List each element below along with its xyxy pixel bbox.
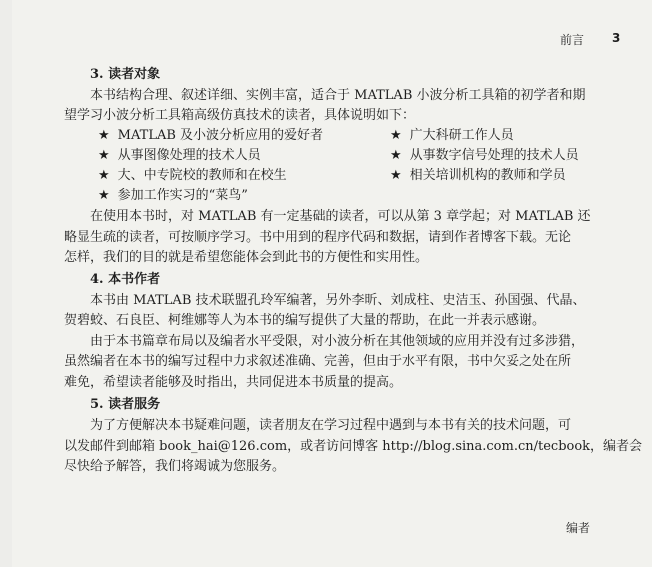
readers-intro-line-1: 本书结构合理、叙述详细、实例丰富，适合于 MATLAB 小波分析工具箱的初学者和期 xyxy=(90,88,586,103)
section-heading-service: 5. 读者服务 xyxy=(90,397,161,412)
authors-p2-line-1: 由于本书篇章布局以及编者水平受限，对小波分析在其他领域的应用并没有过多涉猎， xyxy=(90,334,585,349)
running-header-title: 前言 xyxy=(560,33,585,47)
usage-line-3: 怎样，我们的目的就是希望您能体会到此书的方便性和实用性。 xyxy=(64,250,429,265)
star-bullet-icon: ★ xyxy=(390,168,402,183)
usage-line-1: 在使用本书时，对 MATLAB 有一定基础的读者，可以从第 3 章学起；对 MATLAB 还 xyxy=(90,209,591,224)
authors-p1-line-1: 本书由 MATLAB 技术联盟孔玲军编著，另外李昕、刘成柱、史洁玉、孙国强、代晶、 xyxy=(90,293,586,308)
usage-line-2: 略显生疏的读者，可按顺序学习。书中用到的程序代码和数据，请到作者博客下载。无论 xyxy=(64,230,572,245)
section-heading-readers: 3. 读者对象 xyxy=(90,67,161,82)
page-edge xyxy=(0,0,12,567)
audience-item: ★ 相关培训机构的教师和学员 xyxy=(390,168,566,183)
star-bullet-icon: ★ xyxy=(98,148,110,163)
service-line-2: 以发邮件到邮箱 book_hai@126.com，或者访问博客 http://blog.sina.com.cn/tecbook，编者会 xyxy=(64,439,643,454)
authors-p2-line-2: 虽然编者在本书的编写过程中力求叙述准确、完善，但由于水平有限，书中欠妥之处在所 xyxy=(64,354,572,369)
authors-p1-line-2: 贺碧蛟、石良臣、柯维娜等人为本书的编写提供了大量的帮助，在此一并表示感谢。 xyxy=(64,313,546,328)
readers-intro-line-2: 望学习小波分析工具箱高级仿真技术的读者，具体说明如下： xyxy=(64,108,416,123)
audience-item: ★ 从事数字信号处理的技术人员 xyxy=(390,148,579,163)
star-bullet-icon: ★ xyxy=(98,128,110,143)
star-bullet-icon: ★ xyxy=(98,168,110,183)
audience-item: ★ MATLAB 及小波分析应用的爱好者 xyxy=(98,128,324,143)
star-bullet-icon: ★ xyxy=(98,188,110,203)
audience-item: ★ 大、中专院校的教师和在校生 xyxy=(98,168,287,183)
audience-item: ★ 广大科研工作人员 xyxy=(390,128,514,143)
section-heading-authors: 4. 本书作者 xyxy=(90,272,161,287)
signature: 编者 xyxy=(566,521,591,535)
star-bullet-icon: ★ xyxy=(390,128,402,143)
audience-item: ★ 从事图像处理的技术人员 xyxy=(98,148,261,163)
page-number: 3 xyxy=(612,31,621,45)
service-line-3: 尽快给予解答，我们将竭诚为您服务。 xyxy=(64,459,286,474)
audience-item: ★ 参加工作实习的“菜鸟” xyxy=(98,188,248,203)
star-bullet-icon: ★ xyxy=(390,148,402,163)
authors-p2-line-3: 难免，希望读者能够及时指出，共同促进本书质量的提高。 xyxy=(64,375,403,390)
service-line-1: 为了方便解决本书疑难问题，读者朋友在学习过程中遇到与本书有关的技术问题，可 xyxy=(90,418,572,433)
